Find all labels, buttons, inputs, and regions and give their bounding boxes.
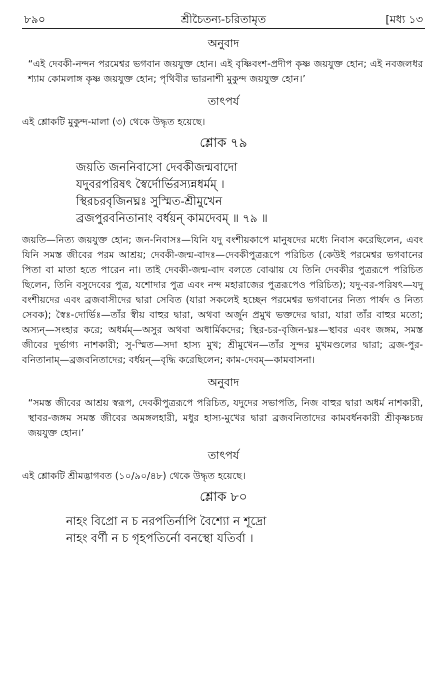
purport-heading: তাৎপর্য — [207, 95, 240, 108]
verse-80-heading: শ্লোক ৮০ — [199, 490, 248, 505]
purport-text: এই শ্লোকটি মুকুন্দ-মালা (৩) থেকে উদ্ধৃত হয়েছে। — [22, 117, 206, 128]
purport-text-2: এই শ্লোকটি শ্রীমদ্ভাগবত (১০/৯০/৪৮) থেকে উদ্ধৃত হয়েছে। — [22, 471, 246, 482]
verse-80-line: নাহং বিপ্রো ন চ নরপতির্নাপি বৈশ্যো ন শূদ্রো — [66, 514, 267, 528]
page-number: ৮৯০ — [24, 13, 46, 26]
translation-heading-2: অনুবাদ — [207, 376, 240, 389]
translation-text: “এই দেবকী-নন্দন পরমেশ্বর ভগবান জয়যুক্ত হোন। এই বৃষ্ণিবংশ-প্রদীপ কৃষ্ণ জয়যুক্ত হোন; এই নবজলধর শ্যাম কোমলাঙ্গ কৃষ্ণ জয়যুক্ত হোন; পৃথিবীর ভারনাশী মুকুন্দ জয়যুক্ত হোন।’ — [28, 59, 423, 85]
page-header — [22, 8, 425, 29]
verse-80-line: নাহং বর্ণী ন চ গৃহপতির্নো বনস্থো যতির্বা । — [66, 531, 254, 545]
book-title: শ্রীচৈতন্য-চরিতামৃত — [181, 13, 266, 26]
verse-79-line: স্থিরচরবৃজিনঘ্নঃ সুস্মিত-শ্রীমুখেন — [76, 194, 223, 208]
verse-79-line: জয়তি জননিবাসো দেবকীজন্মবাদো — [76, 160, 238, 174]
verse-79-line: ব্রজপুরবনিতানাং বর্ধয়ন্ কামদেবম্ ॥ ৭৯ ॥ — [76, 211, 268, 225]
chapter-label: [মধ্য ১৩ — [385, 13, 423, 26]
purport-heading-2: তাৎপর্য — [207, 449, 240, 462]
verse-79-heading: শ্লোক ৭৯ — [199, 136, 248, 151]
synonyms-text: জয়তি—নিত্য জয়যুক্ত হোন; জন-নিবাসঃ—যিনি যদু বংশীয়কাপে মানুষদের মধ্যে নিবাস করেছিলেন, এবং যিনি সমস্ত জীবের পরম আশ্রয়; দেবকী-জন্ম-বাদঃ—দেবকীপুত্ররূপে পরিচিত (কেউই পরমেশ্বর ভগবানের পিতা বা মাতা হতে পারেন না। তাই দেবকী-জন্ম-বাদ বলতে বোঝায় যে তিনি দেবকীর পুত্ররূপে পরিচিত ছিলেন, তিনি বসুদেবের পুত্র, যশোদার পুত্র এবং নন্দ মহারাজের পুত্ররূপেও পরিচিত); যদু-বর-পরিষৎ—যদু বংশীয়দের এবং ব্রজবাসীদের দ্বারা সেবিত (যারা সকলেই হচ্ছেন পরমেশ্বর ভগবানের নিত্য পার্ষদ ও নিত্য সেবক); স্বৈঃ-দোর্ভিঃ—তাঁর স্বীয় বাহুর দ্বারা, অথবা অর্জুন প্রমুখ ভক্তদের দ্বারা, যারা তাঁর বাহুর মতো; অস্যন্—সংহার করে; অধর্মম্—অসুর অথবা অধার্মিকদের; স্থির-চর-বৃজিন-ঘ্নঃ—স্থাবর এবং জঙ্গম, সমস্ত জীবের দুর্ভাগ্য নাশকারী; সু-স্মিত—সদা হাস্য মুখ; শ্রীমুখেন—তাঁর সুন্দর মুখমণ্ডলের দ্বারা; ব্রজ-পুর-বনিতানাম্—ব্রজবনিতাদের; বর্ধয়ন্—বৃদ্ধি করেছিলেন; কাম-দেবম্—কামবাসনা। — [22, 235, 423, 366]
verse-79-line: যদুবরপরিষৎ স্বৈর্দোর্ভিরস্যন্নধর্মম্ । — [76, 177, 225, 191]
translation-text-2: “সমস্ত জীবের আশ্রয় স্বরূপ, দেবকীপুত্ররূপে পরিচিত, যদুদের সভাপতি, নিজ বাহুর দ্বারা অধর্ম নাশকারী, স্থাবর-জঙ্গম সমস্ত জীবের অমঙ্গলহারী, মধুর হাস্য-মুখের দ্বারা ব্রজবনিতাদের কামবর্ধনকারী শ্রীকৃষ্ণচন্দ্র জয়যুক্ত হোন।’ — [28, 398, 423, 439]
translation-heading: অনুবাদ — [207, 37, 240, 50]
